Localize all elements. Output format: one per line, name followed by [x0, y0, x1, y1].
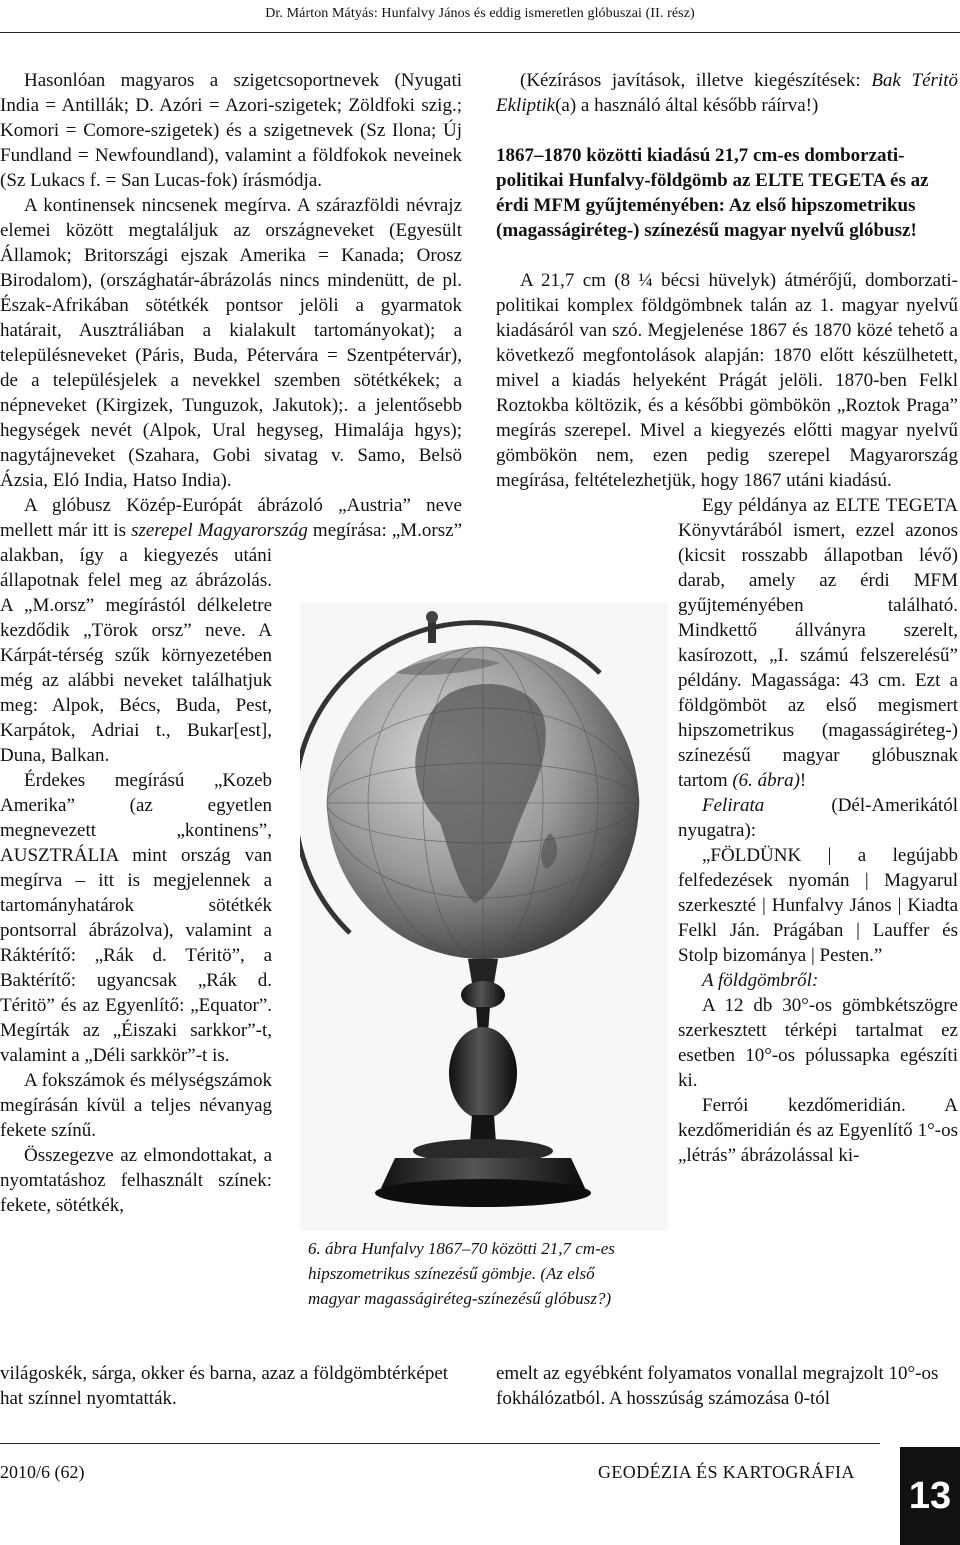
- spacer: [496, 118, 958, 143]
- paragraph-text: megírása: „M.orsz” alakban, így a kiegyezés utáni állapotnak felel meg az ábrázolás. A „M.orsz” megírástól délkeletre kezdődik „Törok orsz” neve. A Kárpát-térség szűk környezetében még az alábbi neveket találhatjuk meg: Alpok, Bécs, Buda, Pest, Karpátok, Adriai t., Bukar[est], Duna, Balkan.: [0, 520, 462, 766]
- note-italic: Bak Téritö Ekliptik: [496, 70, 958, 116]
- figure-reference: (6. ábra): [732, 770, 800, 791]
- paragraph-text: (Dél-Amerikától nyugatra):: [678, 795, 958, 841]
- paragraph: A 12 db 30°-os gömbkétszögre szerkesztett térképi tartalmat ez esetben 10°-os pólussapka egészíti ki.: [678, 995, 958, 1091]
- note-text: (Kézírásos javítások, illetve kiegészítések:: [520, 70, 872, 91]
- paragraph-text: Egy példánya az ELTE TEGETA Könyvtárából ismert, ezzel azonos (kicsit rosszabb állapotban lévő) darab, amely az érdi MFM gyűjteményében található. Mindkettő állványra szerelt, kasírozott, „I. számú felszerelésű” példány. Magassága: 43 cm. Ezt a földgömböt az első megismert hipszometrikus (magasságiréteg-) színezésű magyar glóbusznak tartom: [678, 495, 958, 791]
- issue-number: 2010/6 (62): [0, 1462, 85, 1482]
- paragraph: Ferrói kezdőmeridián. A kezdőmeridián és az Egyenlítő 1°-os „létrás” ábrázolással ki-: [678, 1095, 958, 1166]
- globe-photo: [300, 603, 668, 1231]
- page-number: 13: [900, 1447, 960, 1545]
- header-rule: [0, 32, 960, 33]
- right-column-closing: emelt az egyébként folyamatos vonallal megrajzolt 10°-os fokhálózatból. A hosszúság számozása 0-tól: [496, 1363, 939, 1409]
- paragraph: Érdekes megírású „Kozeb Amerika” (az egyetlen megnevezett „kontinens”, AUSZTRÁLIA mint ország van megírva – itt is megjelennek a tartományhatárok sötétkék pontsorral ábrázolva), valamint a Ráktérítő: „Rák d. Téritö”, a Baktérítő: ugyancsak „Rák d. Téritö” és az Egyenlítő: „Equator”. Megírták az „Éiszaki sarkkor”-t, valamint a „Déli sarkkör”-t is.: [0, 770, 272, 1066]
- running-head: [0, 6, 960, 22]
- figure-caption: 6. ábra Hunfalvy 1867–70 közötti 21,7 cm-es hipszometrikus színezésű gömbje. (Az első magyar magasságiréteg-színezésű glóbusz?): [308, 1239, 615, 1308]
- italic-text: szerepel Magyarország: [131, 520, 308, 541]
- paragraph: A fokszámok és mélységszámok megírásán kívül a teljes névanyag fekete színű.: [0, 1070, 272, 1141]
- subheading: A földgömbről:: [702, 970, 819, 991]
- paragraph-text: !: [799, 770, 807, 791]
- italic-text: Felirata: [702, 795, 765, 816]
- globe-illustration: [300, 603, 668, 1231]
- note-paragraph: [496, 68, 958, 118]
- note-text: (a) a használó által később ráírva!): [555, 95, 819, 116]
- left-column-closing: világoskék, sárga, okker és barna, azaz a földgömbtérképet hat színnel nyomtatták.: [0, 1363, 449, 1409]
- footer-rule: [0, 1443, 880, 1444]
- quoted-inscription: „FÖLDÜNK | a legújabb felfedezések nyomán | Magyarul szerkeszté | Hunfalvy János | Kiadta Felkl Ján. Prágában | Lauffer és Stolp bizománya | Pesten.”: [678, 845, 958, 966]
- section-heading: 1867–1870 közötti kiadású 21,7 cm-es domborzati-politikai Hunfalvy-földgömb az ELTE TEGETA és az érdi MFM gyűjteményében: Az első hipszometrikus (magasságiréteg-) színezésű magyar nyelvű glóbusz!: [496, 145, 929, 241]
- paragraph: A 21,7 cm (8 ¼ bécsi hüvelyk) átmérőjű, domborzati-politikai komplex földgömbnek talán az 1. magyar nyelvű kiadásáról van szó. Megjelenése 1867 és 1870 közé tehető a következő megfontolások alapján: 1870 előtt készülhetett, mivel a kiadás helyeként Prágát jelöli. 1870-ben Felkl Roztokba költözik, és a későbbi gömbökön „Roztok Praga” megírás szerepel. Mivel a kiegyezés előtti magyar nyelvű gömbökön nem, ezen pedig szerepel Magyarország megírása, feltételezhetjük, hogy 1867 utáni kiadású.: [496, 270, 958, 491]
- journal-title: GEODÉZIA ÉS KARTOGRÁFIA: [598, 1462, 855, 1482]
- paragraph: Hasonlóan magyaros a szigetcsoportnevek (Nyugati India = Antillák; D. Azóri = Azori-szigetek; Zöldfoki szig.; Komori = Comore-szigetek) és a szigetnevek (Sz Ilona; Új Fundland = Newfoundland), valamint a földfokok neveinek (Sz Lukacs f. = San Lucas-fok) írásmódja.: [0, 70, 462, 191]
- paragraph: A kontinensek nincsenek megírva. A szárazföldi névrajz elemei között megtaláljuk az országneveket (Egyesült Államok; Britországi ejszak Amerika = Kanada; Orosz Birodalom), (országhatár-ábrázolás nincs mindenütt, de pl. Észak-Afrikában sötétkék pontsor jelöli a gyarmatok határait, Ausztráliában a kialakult tartományokat); a településneveket (Páris, Buda, Pétervára = Szentpétervár), de a településjelek a nevekkel szemben sötétkékek; a népneveket (Kirgizek, Tunguzok, Jakutok);. a jelentősebb hegységek nevét (Alpok, Ural hegyseg, Himalája hgys); nagytájneveket (Szahara, Gobi sivatag v. Samo, Belsö Ázsia, Eló India, Hatso India).: [0, 195, 462, 491]
- running-title: Dr. Márton Mátyás: Hunfalvy János és eddig ismeretlen glóbuszai (II. rész): [265, 6, 695, 21]
- paragraph-text: A glóbusz Közép-Európát ábrázoló „Austria” neve mellett már itt is: [0, 495, 462, 541]
- spacer: [496, 243, 958, 268]
- stand-baluster: [449, 1027, 517, 1119]
- paragraph: Összegezve az elmondottakat, a nyomtatáshoz felhasznált színek: fekete, sötétkék,: [0, 1145, 272, 1216]
